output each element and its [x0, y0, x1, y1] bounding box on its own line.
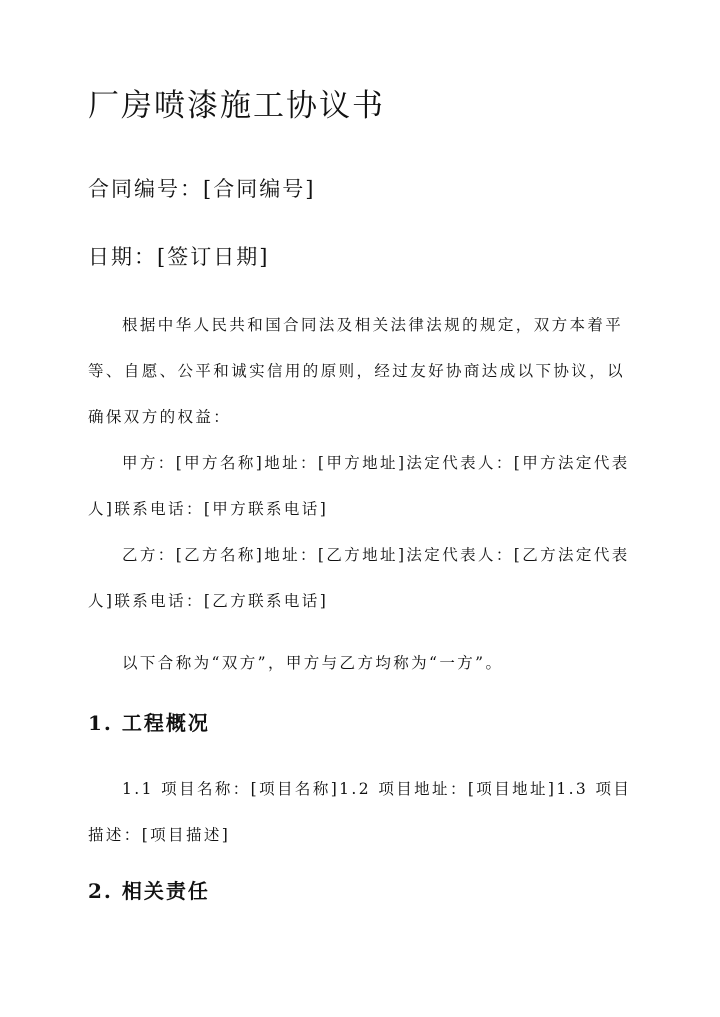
signing-date: 日期：[签订日期]: [88, 245, 270, 269]
section-2-heading: 2. 相关责任: [88, 879, 210, 903]
party-b-paragraph: 乙方：[乙方名称]地址：[乙方地址]法定代表人：[乙方法定代表人]联系电话：[乙方联系电话]: [88, 546, 630, 610]
section-1-heading: 1. 工程概况: [88, 711, 210, 735]
party-a-paragraph: 甲方：[甲方名称]地址：[甲方地址]法定代表人：[甲方法定代表人]联系电话：[甲方联系电话]: [88, 454, 630, 518]
contract-number: 合同编号：[合同编号]: [88, 177, 316, 201]
intro-paragraph: 根据中华人民共和国合同法及相关法律法规的规定，双方本着平等、自愿、公平和诚实信用的原则，经过友好协商达成以下协议，以确保双方的权益：: [88, 316, 626, 426]
parties-note-paragraph: 以下合称为“双方”，甲方与乙方均称为“一方”。: [122, 654, 504, 672]
document-title: 厂房喷漆施工协议书: [88, 88, 385, 124]
section-1-body: 1.1 项目名称：[项目名称]1.2 项目地址：[项目地址]1.3 项目描述：[项目描述]: [88, 780, 632, 844]
